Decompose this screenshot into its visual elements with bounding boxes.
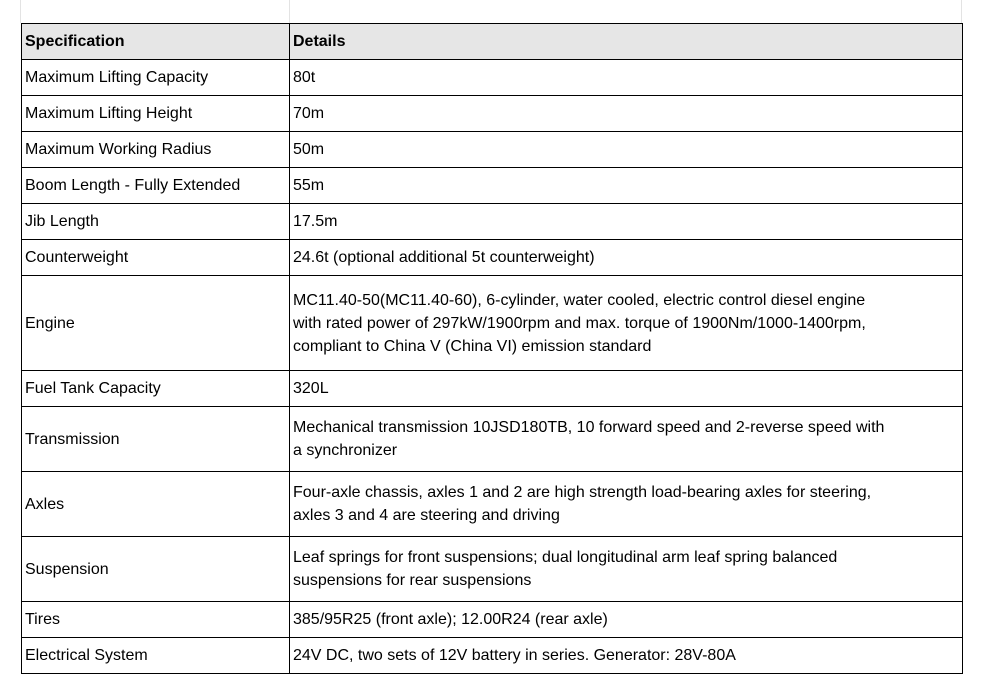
table-row [22, 276, 963, 371]
details-line: a synchronizer [293, 442, 398, 459]
spec-table [21, 23, 963, 674]
details-line: suspensions for rear suspensions [293, 572, 532, 589]
details-cell[interactable]: 70m [290, 96, 963, 132]
header-details[interactable]: Details [290, 24, 963, 60]
grid-line [20, 0, 21, 23]
spec-cell[interactable]: Fuel Tank Capacity [22, 371, 290, 407]
details-line: compliant to China V (China VI) emission standard [293, 337, 652, 355]
grid-line [961, 0, 962, 23]
details-line: Four-axle chassis, axles 1 and 2 are high strength load-bearing axles for steering, [293, 484, 872, 501]
details-cell[interactable]: 24.6t (optional additional 5t counterweight) [290, 240, 963, 276]
spec-cell[interactable]: Jib Length [22, 204, 290, 240]
table-row [22, 168, 963, 204]
table-header-row [22, 24, 963, 60]
table-row [22, 240, 963, 276]
table-row [22, 96, 963, 132]
spec-cell[interactable]: Maximum Lifting Height [22, 96, 290, 132]
details-line: Leaf springs for front suspensions; dual longitudinal arm leaf spring balanced [293, 549, 838, 566]
table-row [22, 602, 963, 638]
table-row [22, 537, 963, 602]
spec-cell[interactable]: Suspension [22, 537, 290, 602]
table-row [22, 371, 963, 407]
details-cell[interactable]: 55m [290, 168, 963, 204]
header-specification[interactable]: Specification [22, 24, 290, 60]
details-cell[interactable] [290, 472, 963, 537]
details-cell[interactable]: 17.5m [290, 204, 963, 240]
spec-cell[interactable]: Engine [22, 276, 290, 371]
spec-cell[interactable]: Tires [22, 602, 290, 638]
details-cell[interactable] [290, 276, 963, 371]
table-row [22, 204, 963, 240]
details-cell[interactable]: 320L [290, 371, 963, 407]
spec-cell[interactable]: Axles [22, 472, 290, 537]
spec-cell[interactable]: Maximum Lifting Capacity [22, 60, 290, 96]
details-line: with rated power of 297kW/1900rpm and max. torque of 1900Nm/1000-1400rpm, [293, 314, 866, 332]
table-row [22, 407, 963, 472]
details-cell[interactable]: 80t [290, 60, 963, 96]
spec-cell[interactable]: Boom Length - Fully Extended [22, 168, 290, 204]
spec-cell[interactable]: Counterweight [22, 240, 290, 276]
table-row [22, 472, 963, 537]
details-line: MC11.40-50(MC11.40-60), 6-cylinder, water cooled, electric control diesel engine [293, 291, 866, 309]
spec-cell[interactable]: Electrical System [22, 638, 290, 674]
details-cell[interactable] [290, 407, 963, 472]
details-line: Mechanical transmission 10JSD180TB, 10 forward speed and 2-reverse speed with [293, 419, 885, 436]
details-cell[interactable]: 385/95R25 (front axle); 12.00R24 (rear axle) [290, 602, 963, 638]
details-cell[interactable]: 50m [290, 132, 963, 168]
details-cell[interactable] [290, 537, 963, 602]
table-row [22, 60, 963, 96]
table-row [22, 638, 963, 674]
table-row [22, 132, 963, 168]
details-cell[interactable]: 24V DC, two sets of 12V battery in series. Generator: 28V-80A [290, 638, 963, 674]
spec-cell[interactable]: Transmission [22, 407, 290, 472]
spec-cell[interactable]: Maximum Working Radius [22, 132, 290, 168]
grid-line [289, 0, 290, 23]
details-line: axles 3 and 4 are steering and driving [293, 507, 560, 524]
